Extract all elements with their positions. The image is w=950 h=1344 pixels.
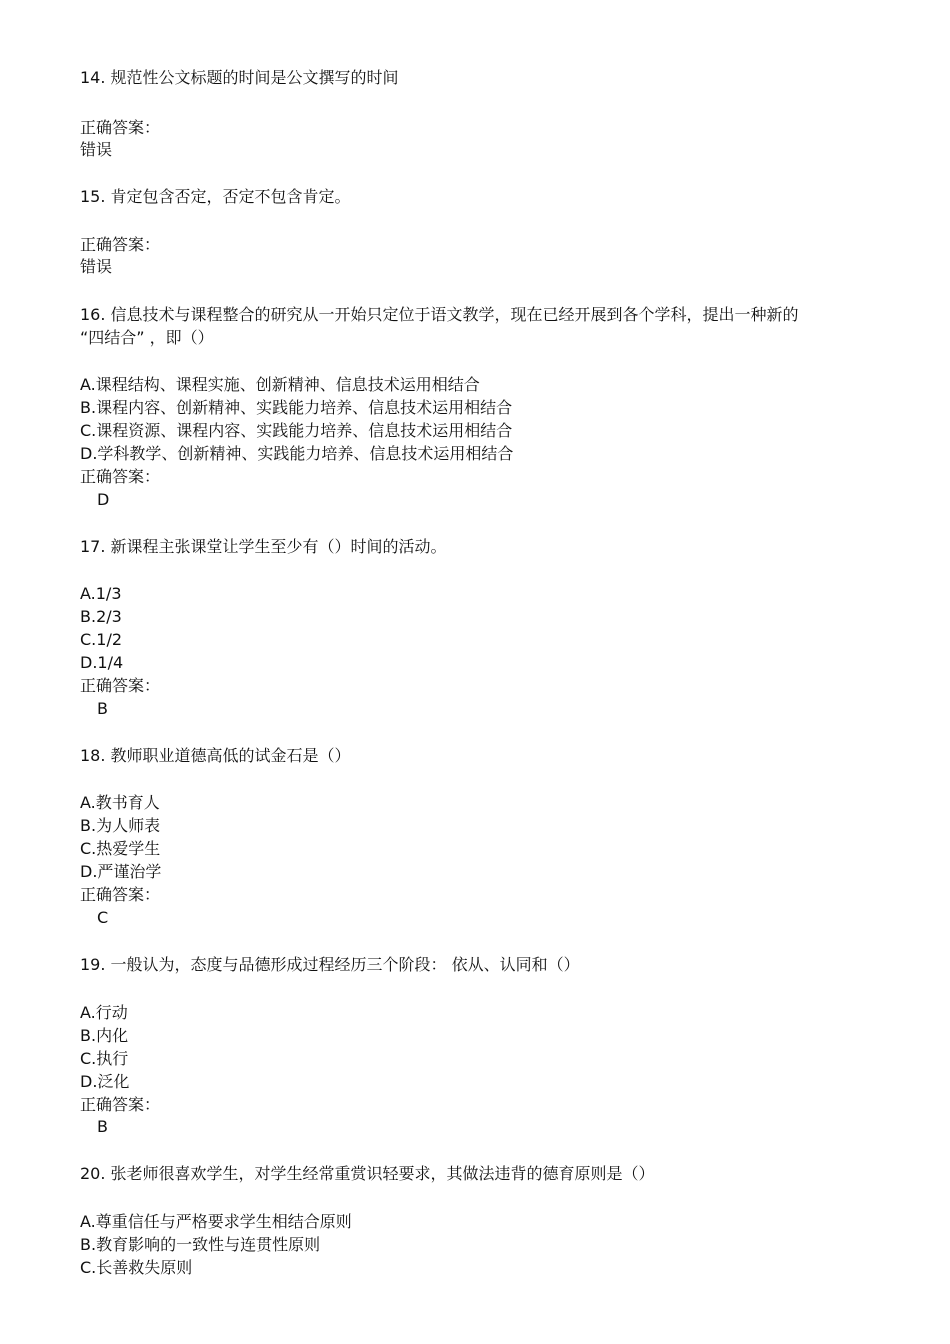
question-19-answer: B [97,1117,108,1136]
question-18-stem: 18. 教师职业道德高低的试金石是（） [80,746,351,765]
question-20-option-c: C.长善救失原则 [80,1258,193,1277]
question-18-option-a: A.教书育人 [80,793,160,812]
question-14-answer-label: 正确答案： [80,118,161,137]
question-17-stem: 17. 新课程主张课堂让学生至少有（）时间的活动。 [80,537,447,556]
question-14-answer: 错误 [80,140,113,159]
question-15-answer: 错误 [80,257,113,276]
question-17-option-d: D.1/4 [80,653,124,672]
question-16-stem-line1: 16. 信息技术与课程整合的研究从一开始只定位于语文教学，现在已经开展到各个学科，提出一种新的 [80,305,799,324]
question-17-option-a: A.1/3 [80,584,122,603]
question-16-option-a: A.课程结构、课程实施、创新精神、信息技术运用相结合 [80,375,480,394]
question-19-option-a: A.行动 [80,1003,128,1022]
question-17-answer-label: 正确答案： [80,676,161,695]
question-18-option-c: C.热爱学生 [80,839,161,858]
question-16-answer-label: 正确答案： [80,467,161,486]
question-16-option-d: D.学科教学、创新精神、实践能力培养、信息技术运用相结合 [80,444,514,463]
question-18-answer: C [97,908,109,927]
question-17-option-b: B.2/3 [80,607,122,626]
question-16-answer: D [97,490,110,509]
question-19-option-b: B.内化 [80,1026,129,1045]
question-17-option-c: C.1/2 [80,630,123,649]
question-20-stem: 20. 张老师很喜欢学生，对学生经常重赏识轻要求，其做法违背的德育原则是（） [80,1164,655,1183]
question-19-option-c: C.执行 [80,1049,129,1068]
question-18-answer-label: 正确答案： [80,885,161,904]
question-16-option-c: C.课程资源、课程内容、实践能力培养、信息技术运用相结合 [80,421,513,440]
question-15-stem: 15. 肯定包含否定，否定不包含肯定。 [80,187,351,206]
question-20-option-b: B.教育影响的一致性与连贯性原则 [80,1235,321,1254]
question-16-stem-line2: “四结合” ，即（） [80,328,214,347]
question-20-option-a: A.尊重信任与严格要求学生相结合原则 [80,1212,352,1231]
question-18-option-d: D.严谨治学 [80,862,162,881]
question-14-stem: 14. 规范性公文标题的时间是公文撰写的时间 [80,68,399,87]
question-18-option-b: B.为人师表 [80,816,161,835]
question-17-answer: B [97,699,108,718]
question-15-answer-label: 正确答案： [80,235,161,254]
question-19-option-d: D.泛化 [80,1072,130,1091]
question-19-stem: 19. 一般认为，态度与品德形成过程经历三个阶段： 依从、认同和（） [80,955,580,974]
question-16-option-b: B.课程内容、创新精神、实践能力培养、信息技术运用相结合 [80,398,513,417]
question-19-answer-label: 正确答案： [80,1095,161,1114]
